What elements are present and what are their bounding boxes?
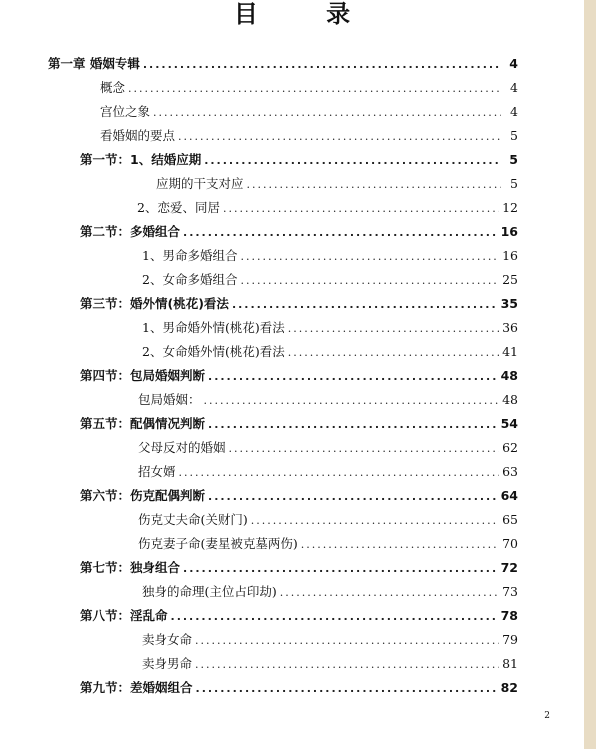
toc-entry-page: 35 <box>500 296 518 311</box>
toc-entry-label: 伤克丈夫命(关财门) <box>138 512 248 527</box>
toc-entry-label: 2、女命多婚组合 <box>142 272 238 287</box>
toc-leader <box>183 558 498 580</box>
toc-entry-page: 82 <box>500 680 518 695</box>
toc-leader <box>204 150 501 172</box>
toc-entry-label: 1、男命多婚组合 <box>142 248 238 263</box>
toc-entry[interactable] <box>142 629 518 651</box>
toc-leader <box>288 318 499 340</box>
toc-entry-label: 第八节：淫乱命 <box>80 608 168 623</box>
toc-entry[interactable] <box>100 77 518 99</box>
toc-entry[interactable] <box>138 437 518 459</box>
toc-entry-section-6[interactable] <box>80 485 518 507</box>
toc-entry-section-1[interactable] <box>80 149 518 171</box>
toc-entry-label: 招女婿 <box>138 464 176 479</box>
toc-entry-label: 第七节：独身组合 <box>80 560 181 575</box>
toc-leader <box>229 438 500 460</box>
toc-entry-label: 第一节：1、结婚应期 <box>80 152 202 167</box>
toc-entry-chapter-1[interactable] <box>48 53 518 75</box>
toc-entry-section-3[interactable] <box>80 293 518 315</box>
toc-leader <box>153 102 501 124</box>
toc-entry-label: 第三节：婚外情(桃花)看法 <box>80 296 229 311</box>
toc-leader <box>208 486 498 508</box>
toc-entry-label: 独身的命理(主位占印劫) <box>142 584 277 599</box>
toc-entry-page: 48 <box>502 392 518 407</box>
toc-entry[interactable] <box>142 317 518 339</box>
toc-entry[interactable] <box>142 581 518 603</box>
toc-entry-page: 62 <box>502 440 518 455</box>
toc-entry-section-7[interactable] <box>80 557 518 579</box>
toc-entry-section-2[interactable] <box>80 221 518 243</box>
toc-entry-label: 第四节：包局婚姻判断 <box>80 368 206 383</box>
toc-title: 目 录 <box>233 0 381 28</box>
toc-entry-page: 81 <box>502 656 518 671</box>
toc-leader <box>301 534 499 556</box>
toc-entry-page: 54 <box>500 416 518 431</box>
page-number: 2 <box>544 711 550 721</box>
toc-entry-label: 第一章 婚姻专辑 <box>48 56 140 71</box>
toc-leader <box>288 342 499 364</box>
page-edge-strip <box>584 0 596 749</box>
toc-entry-page: 63 <box>502 464 518 479</box>
toc-entry-section-4[interactable] <box>80 365 518 387</box>
toc-entry[interactable] <box>142 269 518 291</box>
toc-entry[interactable] <box>137 197 518 219</box>
toc-leader <box>232 294 498 316</box>
toc-entry[interactable] <box>156 173 518 195</box>
toc-entry-page: 41 <box>502 344 518 359</box>
toc-entry-page: 16 <box>502 248 518 263</box>
toc-entry-label: 父母反对的婚姻 <box>138 440 226 455</box>
toc-leader <box>208 366 498 388</box>
toc-leader <box>183 222 498 244</box>
toc-entry[interactable] <box>138 389 518 411</box>
toc-leader <box>223 198 499 220</box>
toc-entry-label: 1、男命婚外情(桃花)看法 <box>142 320 285 335</box>
toc-entry-label: 看婚姻的要点 <box>100 128 176 143</box>
toc-entry-page: 16 <box>500 224 518 239</box>
toc-entry-section-9[interactable] <box>80 677 518 699</box>
toc-entry-page: 65 <box>502 512 518 527</box>
toc-entry-page: 72 <box>500 560 518 575</box>
toc-leader <box>247 174 501 196</box>
toc-entry-page: 4 <box>509 56 518 71</box>
toc-leader <box>196 678 498 700</box>
toc-leader <box>240 246 499 268</box>
toc-entry-section-5[interactable] <box>80 413 518 435</box>
toc-entry-page: 5 <box>510 176 518 191</box>
toc-entry-label: 卖身男命 <box>142 656 193 671</box>
toc-entry[interactable] <box>100 125 518 147</box>
toc-entry-page: 12 <box>502 200 518 215</box>
toc-entry-page: 78 <box>500 608 518 623</box>
toc-leader <box>251 510 499 532</box>
toc-entry[interactable] <box>138 461 518 483</box>
toc-entry[interactable] <box>138 509 518 531</box>
toc-leader <box>178 126 501 148</box>
toc-entry-section-8[interactable] <box>80 605 518 627</box>
toc-entry-label: 包局婚姻： <box>138 392 201 407</box>
toc-entry-page: 4 <box>510 104 518 119</box>
toc-leader <box>240 270 499 292</box>
toc-entry-page: 25 <box>502 272 518 287</box>
toc-entry-label: 2、恋爱、同居 <box>137 200 220 215</box>
toc-entry-label: 伤克妻子命(妻星被克墓两伤) <box>138 536 298 551</box>
toc-leader <box>143 54 501 76</box>
toc-entry-page: 70 <box>502 536 518 551</box>
toc-leader <box>280 582 499 604</box>
toc-entry-page: 5 <box>510 128 518 143</box>
toc-entry-label: 2、女命婚外情(桃花)看法 <box>142 344 285 359</box>
toc-entry-label: 第二节：多婚组合 <box>80 224 181 239</box>
toc-leader <box>195 654 499 676</box>
toc-entry[interactable] <box>142 245 518 267</box>
toc-leader <box>179 462 500 484</box>
toc-entry-label: 宫位之象 <box>100 104 151 119</box>
toc-leader <box>171 606 498 628</box>
toc-entry-page: 64 <box>500 488 518 503</box>
toc-entry-label: 应期的干支对应 <box>156 176 244 191</box>
toc-leader <box>128 78 501 100</box>
toc-entry-page: 36 <box>502 320 518 335</box>
toc-entry-label: 卖身女命 <box>142 632 193 647</box>
toc-leader <box>208 414 498 436</box>
toc-entry-label: 第六节：伤克配偶判断 <box>80 488 206 503</box>
toc-leader <box>204 390 500 412</box>
toc-entry-page: 79 <box>502 632 518 647</box>
toc-entry[interactable] <box>142 341 518 363</box>
toc-entry-label: 概念 <box>100 80 126 95</box>
toc-entry-page: 5 <box>509 152 518 167</box>
toc-entry-label: 第五节：配偶情况判断 <box>80 416 206 431</box>
toc-leader <box>195 630 499 652</box>
toc-entry[interactable] <box>142 653 518 675</box>
toc-entry-page: 4 <box>510 80 518 95</box>
toc-entry-page: 48 <box>500 368 518 383</box>
toc-entry-label: 第九节：差婚姻组合 <box>80 680 193 695</box>
toc-entry[interactable] <box>138 533 518 555</box>
toc-entry-page: 73 <box>502 584 518 599</box>
toc-entry[interactable] <box>100 101 518 123</box>
